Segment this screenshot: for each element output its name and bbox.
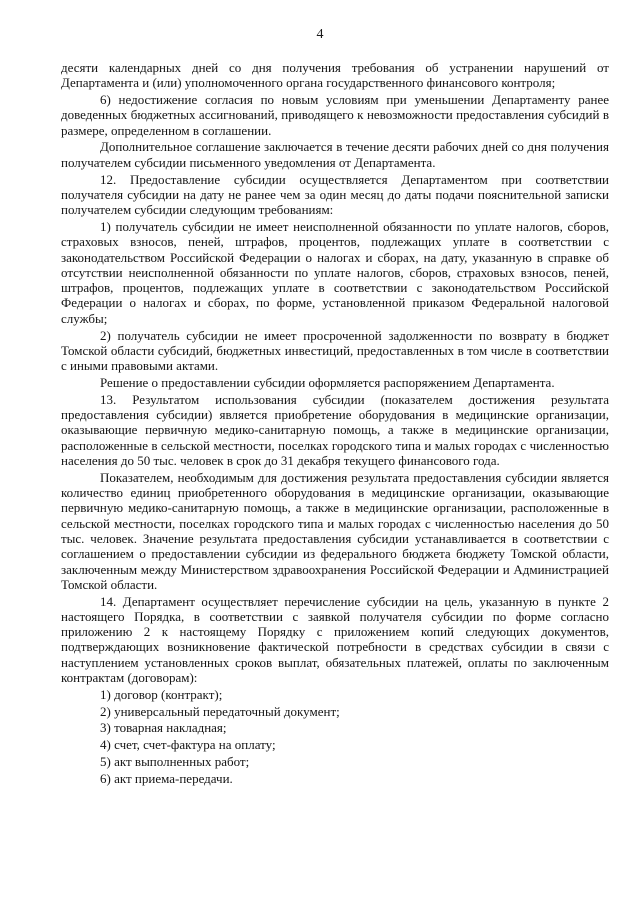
paragraph-indicator: Показателем, необходимым для достижения результата предоставления субсидии является количество единиц приобретенного оборудования в медицинские организации, оказывающие первичную медико-санитарную помощь, а также в медицинские организации, расположенные в сельской местности, поселках городского типа и малых городах с численностью населения до 50 тыс. человек. Значение результата предоставления субсидии устанавливается в соответствии с соглашением о предоставлении субсидии из федерального бюджета бюджету Томской области, заключенным между Министерством здравоохранения Российской Федерации и Администрацией Томской области. bbox=[61, 469, 609, 592]
list-item: 5) акт выполненных работ; bbox=[100, 754, 250, 770]
paragraph-supplementary-agreement: Дополнительное соглашение заключается в течение десяти рабочих дней со дня получения получателем субсидии письменного уведомления от Департамента. bbox=[61, 139, 609, 170]
paragraph-item-6: 6) недостижение согласия по новым условиям при уменьшении Департаменту ранее доведенных бюджетных ассигнований, приводящего к невозможности предоставления субсидий в размере, определенном в соглашении. bbox=[61, 92, 609, 138]
paragraph-requirement-1: 1) получатель субсидии не имеет неисполненной обязанности по уплате налогов, сборов, страховых взносов, пеней, штрафов, процентов, подлежащих уплате в соответствии с законодательством Российской Федерации о налогах и сборах, на дату, указанную в справке об отсутствии неисполненной обязанности по уплате налогов, сборов, страховых взносов, пеней, штрафов, процентов, подлежащих уплате в соответствии с законодательством Российской Федерации о налогах и сборах, по форме, установленной приказом Федеральной налоговой службы; bbox=[61, 218, 609, 326]
paragraph-requirement-2: 2) получатель субсидии не имеет просроченной задолженности по возврату в бюджет Томской области субсидий, бюджетных инвестиций, предоставленных в том числе в соответствии с иными правовыми актами. bbox=[61, 327, 609, 374]
list-item: 6) акт приема-передачи. bbox=[100, 770, 233, 786]
paragraph-continuation: десяти календарных дней со дня получения требования об устранении нарушений от Департамента и (или) уполномоченного органа государственного финансового контроля; bbox=[61, 60, 609, 91]
list-item: 2) универсальный передаточный документ; bbox=[100, 703, 340, 719]
list-item: 1) договор (контракт); bbox=[100, 686, 223, 702]
page-number: 4 bbox=[316, 27, 324, 42]
paragraph-clause-14: 14. Департамент осуществляет перечисление субсидии на цель, указанную в пункте 2 настоящего Порядка, в соответствии с заявкой получателя субсидии по форме согласно приложению 2 к настоящему Порядку с приложением копий следующих документов, подтверждающих возникновение фактической потребности в средствах субсидии в связи с наступлением установленных сроков выплат, обязательных платежей, оплаты по заключенным контрактам (договорам): bbox=[61, 593, 609, 686]
list-item: 4) счет, счет-фактура на оплату; bbox=[100, 737, 276, 753]
paragraph-clause-13: 13. Результатом использования субсидии (показателем достижения результата предоставления субсидии) является приобретение оборудования в медицинские организации, оказывающие первичную медико-санитарную помощь, а также в медицинские организации, расположенные в сельской местности, поселках городского типа и малых городах с численностью населения до 50 тыс. человек в срок до 31 декабря текущего финансового года. bbox=[61, 391, 609, 468]
paragraph-decision: Решение о предоставлении субсидии оформляется распоряжением Департамента. bbox=[100, 374, 555, 390]
document-body bbox=[61, 60, 609, 788]
paragraph-clause-12: 12. Предоставление субсидии осуществляется Департаментом при соответствии получателя субсидии на дату не ранее чем за один месяц до даты подачи пояснительной записки получателем субсидии следующим требованиям: bbox=[61, 171, 609, 218]
list-item: 3) товарная накладная; bbox=[100, 720, 227, 736]
